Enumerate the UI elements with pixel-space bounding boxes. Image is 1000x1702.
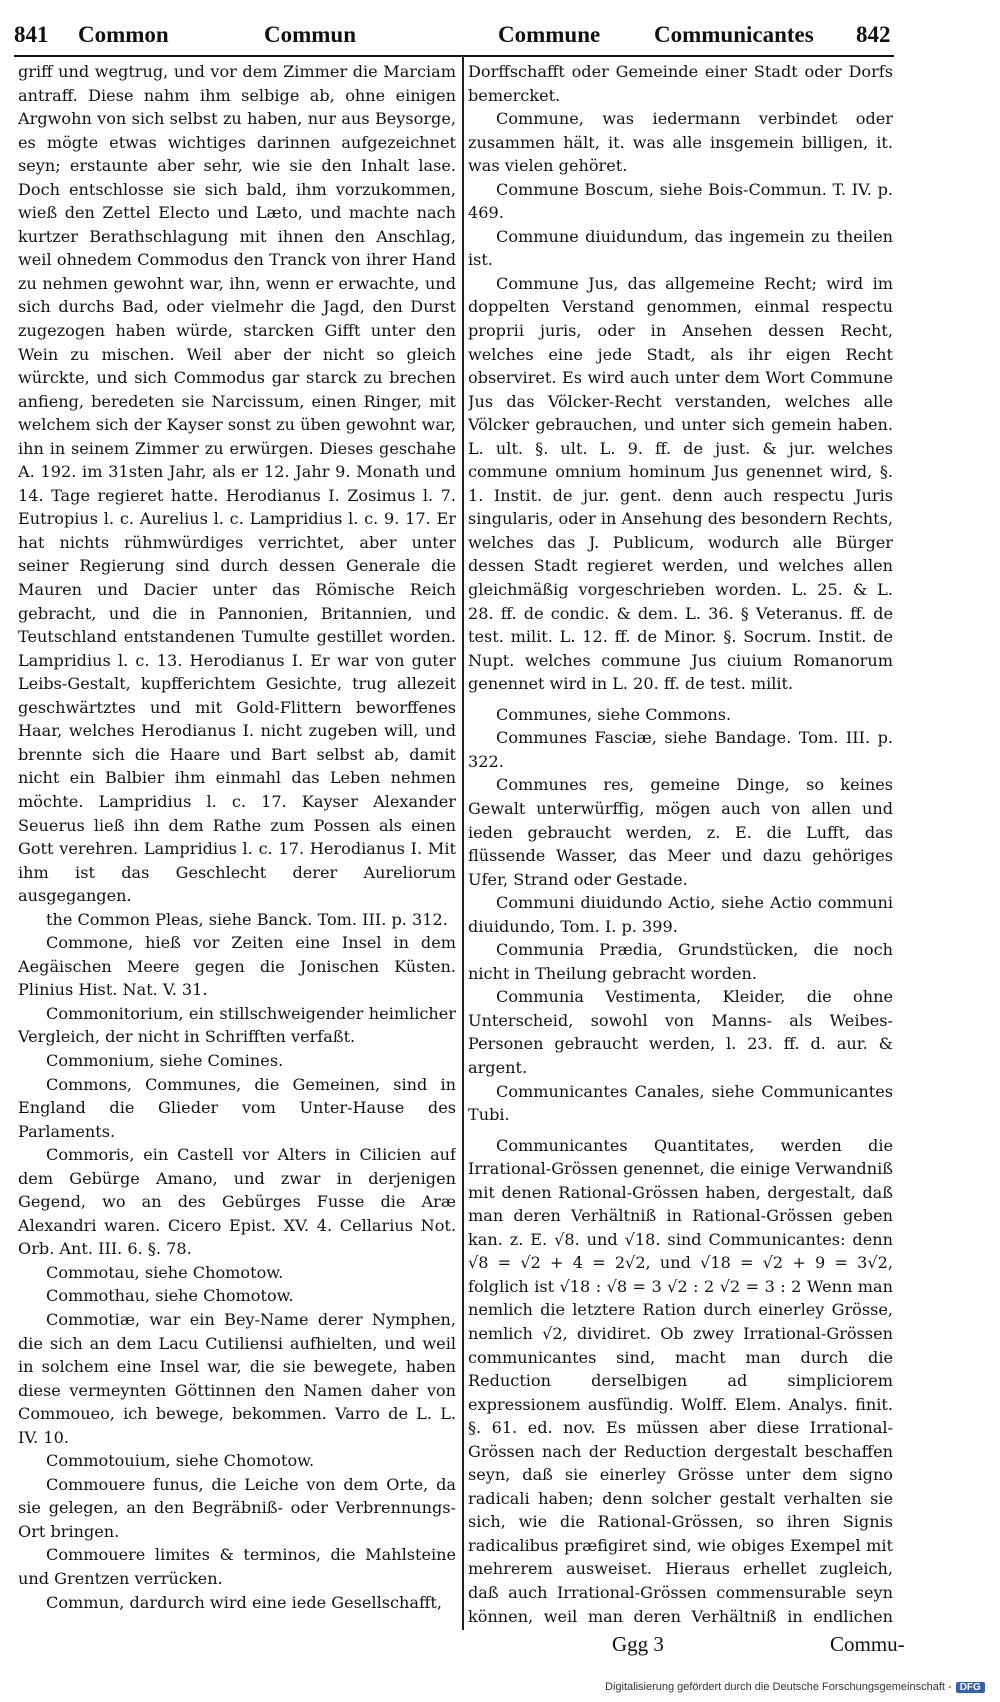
- dfg-logo: DFG: [956, 1682, 985, 1693]
- column-divider: [462, 55, 464, 1630]
- dictionary-entry: Commotau, siehe Chomotow.: [46, 1262, 284, 1282]
- dictionary-entry: Commouere funus, die Leiche von dem Orte, da sie gelegen, an den Begräbniß- oder Verbrennungs-Ort bringen.: [18, 1474, 456, 1541]
- dictionary-entry: Communicantes Canales, siehe Communicantes Tubi.: [468, 1081, 893, 1125]
- dictionary-entry: Commonium, siehe Comines.: [46, 1050, 284, 1070]
- digitization-credit: [605, 1681, 985, 1699]
- center-left-catchword: Commun: [264, 22, 357, 47]
- right-column: [468, 60, 893, 1630]
- credit-text: Digitalisierung gefördert durch die Deutsche Forschungsgemeinschaft -: [605, 1681, 952, 1693]
- dictionary-entry: griff und wegtrug, und vor dem Zimmer die Marciam antraff. Diese nahm ihm selbige ab, ohne einigen Argwohn von sich selbst zu haben, nur aus Beysorge, es mögte etwas wichtiges darinnen aufgezeichnet seyn; erstaunte aber sehr, wie sie den Inhalt lase. Doch entschlosse sie sich bald, ihm vorzukommen, wieß den Zettel Electo und Læto, und machte nach kurtzer Berathschlagung mit ihnen den Anschlag, weil ohnedem Commodus den Tranck von ihrer Hand zu nehmen gewohnt war, ihn, wenn er erwachte, und sich durchs Bad, oder vielmehr die Jagd, den Durst zugezogen haben würde, starcken Gifft unter den Wein zu mischen. Weil aber der nicht so gleich würckte, und sich Commodus gar starck zu brechen anfieng, beredeten sie Narcissum, einen Ringer, mit welchem sich der Kayser sonst zu üben gewohnt war, ihn in seinem Zimmer zu erwürgen. Dieses geschahe A. 192. im 31sten Jahr, als er 12. Jahr 9. Monath und 14. Tage regieret hatte. Herodianus I. Zosimus l. 7. Eutropius l. c. Aurelius l. c. Lampridius l. c. 9. 17. Er hat nichts rühmwürdiges verrichtet, aber unter seiner Regierung sind durch dessen Generale die Mauren und Dacier unter das Römische Reich gebracht, und die in Pannonien, Britannien, und Teutschland entstandenen Tumulte gestillet worden. Lampridius l. c. 13. Herodianus I. Er war von guter Leibs-Gestalt, kupfferichtem Gesichte, trug allezeit geschwärtztes und mit Gold-Flittern beworffenes Haar, welches Herodianus I. nicht zugeben will, und brennte sich die Haare und Bart selbst ab, damit nicht ein Balbier ihm einmahl das Leben nehmen möchte. Lampridius l. c. 17. Kayser Alexander Seuerus ließ ihn dem Rathe zum Possen als einen Gott verehren. Lampridius l. c. 17. Herodianus I. Mit ihm ist das Geschlecht derer Aureliorum ausgegangen.: [18, 62, 456, 906]
- dictionary-entry: Commone, hieß vor Zeiten eine Insel in dem Aegäischen Meere gegen die Jonischen Küsten. Plinius Hist. Nat. V. 31.: [18, 933, 456, 1000]
- dictionary-entry: Commoris, ein Castell vor Alters in Cilicien auf dem Gebürge Amano, und zwar in derjenigen Gegend, wo an des Gebürges Fusse die Aræ Alexandri waren. Cicero Epist. XV. 4. Cellarius Not. Orb. Ant. III. 6. §. 78.: [18, 1145, 456, 1259]
- right-page-number: 842: [856, 22, 891, 47]
- header-rule: [14, 55, 894, 57]
- dictionary-entry: Communes, siehe Commons.: [496, 704, 732, 724]
- dictionary-entry: Communicantes Quantitates, werden die Irrational-Grössen genennet, die einige Verwandniß mit denen Rational-Grössen haben, dergestalt, daß man deren Verhältniß in Rational-Grössen geben kan. z. E. √8. und √18. sind Communicantes: denn √8 = √2 + 4 = 2√2, und √18 = √2 + 9 = 3√2, folglich ist √18 : √8 = 3 √2 : 2 √2 = 3 : 2 Wenn man nemlich die letztere Ration durch einerley Grösse, nemlich √2, dividiret. Ob zwey Irrational-Grössen communicantes sind, macht man durch die Reduction derselbigen ad simpliciorem expressionem ausfündig. Wolff. Elem. Analys. finit. §. 61. ed. nov. Es müssen aber diese Irrational-Grössen nach der Reduction dergestalt beschaffen seyn, daß sie einerley Grösse unter dem signo radicali haben; denn solcher gestalt verhalten sie sich, wie die Rational-Grössen, so ihren Signis radicalibus præfigiret sind, wie obiges Exempel mit mehrerem ausweiset. Hieraus erhellet zugleich, daß auch Irrational-Grössen commensurable seyn können, weil man deren Verhältniß in endlichen: [468, 1135, 893, 1626]
- dictionary-entry: Dorffschafft oder Gemeinde einer Stadt oder Dorfs bemercket.: [468, 62, 893, 105]
- center-right-catchword: Commune: [498, 22, 601, 47]
- dictionary-entry: Communia Vestimenta, Kleider, die ohne Unterscheid, sowohl von Manns- als Weibes-Personen gebraucht werden, l. 23. ff. d. aur. & argent.: [468, 987, 893, 1077]
- dictionary-entry: Communes res, gemeine Dinge, so keines Gewalt unterwürffig, mögen auch von allen und ieden gebraucht werden, z. E. die Lufft, das flüssende Wasser, das Meer und dazu gehöriges Ufer, Strand oder Gestade.: [468, 775, 893, 889]
- dictionary-entry: Communi diuidundo Actio, siehe Actio communi diuidundo, Tom. I. p. 399.: [468, 893, 893, 936]
- dictionary-entry: the Common Pleas, siehe Banck. Tom. III. p. 312.: [46, 909, 448, 929]
- left-page-number: 841: [14, 22, 49, 47]
- dictionary-entry: Commotiæ, war ein Bey-Name derer Nymphen, die sich an dem Lacu Cutiliensi aufhielten, und weil in solchem eine Insel war, die sie bewegete, haben diese vermeynten Göttinnen den Namen daher von Commoueo, ich bewege, bekommen. Varro de L. L. IV. 10.: [18, 1309, 456, 1447]
- footer-catchword: Commu-: [830, 1632, 905, 1656]
- page-footer: [0, 1632, 1000, 1662]
- dictionary-entry: Commune diuidundum, das ingemein zu theilen ist.: [468, 226, 893, 270]
- dictionary-entry: Commotouium, siehe Chomotow.: [46, 1451, 315, 1471]
- dictionary-entry: Communia Prædia, Grundstücken, die noch nicht in Theilung gebracht worden.: [468, 940, 893, 983]
- dictionary-entry: Commothau, siehe Chomotow.: [46, 1286, 294, 1306]
- dictionary-entry: Commune, was iedermann verbindet oder zusammen hält, it. was alle insgemein billigen, it. was vielen gehöret.: [468, 109, 893, 176]
- left-column: [18, 60, 456, 1630]
- dictionary-entry: Commouere limites & terminos, die Mahlsteine und Grentzen verrücken.: [18, 1545, 456, 1588]
- dictionary-entry: Commune Jus, das allgemeine Recht; wird im doppelten Verstand genommen, einmal respectu proprii juris, oder in Ansehen dessen Recht, welches eine jede Stadt, als ihr eigen Recht observiret. Es wird auch unter dem Wort Commune Jus das Völcker-Recht verstanden, welches alle Völcker gebrauchen, und unter sich gemein haben. L. ult. §. ult. L. 9. ff. de just. & jur. welches commune omnium hominum Jus genennet wird, §. 1. Instit. de jur. gent. denn auch respectu Juris singularis, oder in Ansehung des besondern Rechts, welches das J. Publicum, wodurch alle Bürger dessen Stadt regieret werden, und welches allen gleichmäßig vorgeschrieben worden. L. 25. & L. 28. ff. de condic. & dem. L. 36. § Veteranus. ff. de test. milit. L. 12. ff. de Minor. §. Socrum. Instit. de Nupt. welches commune Jus ciuium Romanorum genennet wird in L. 20. ff. de test. milit.: [468, 273, 893, 694]
- dictionary-entry: Commun, dardurch wird eine iede Gesellschafft,: [46, 1592, 442, 1612]
- dictionary-entry: Commune Boscum, siehe Bois-Commun. T. IV. p. 469.: [468, 179, 893, 223]
- dictionary-entry: Commons, Communes, die Gemeinen, sind in England die Glieder vom Unter-Hause des Parlaments.: [18, 1074, 456, 1141]
- left-catchword: Common: [78, 22, 169, 47]
- running-header: [14, 22, 894, 52]
- signature-mark: Ggg 3: [612, 1632, 664, 1656]
- right-catchword: Communicantes: [654, 22, 814, 47]
- dictionary-entry: Commonitorium, ein stillschweigender heimlicher Vergleich, der nicht in Schrifften verfaßt.: [18, 1003, 456, 1047]
- dictionary-entry: Communes Fasciæ, siehe Bandage. Tom. III. p. 322.: [468, 728, 893, 771]
